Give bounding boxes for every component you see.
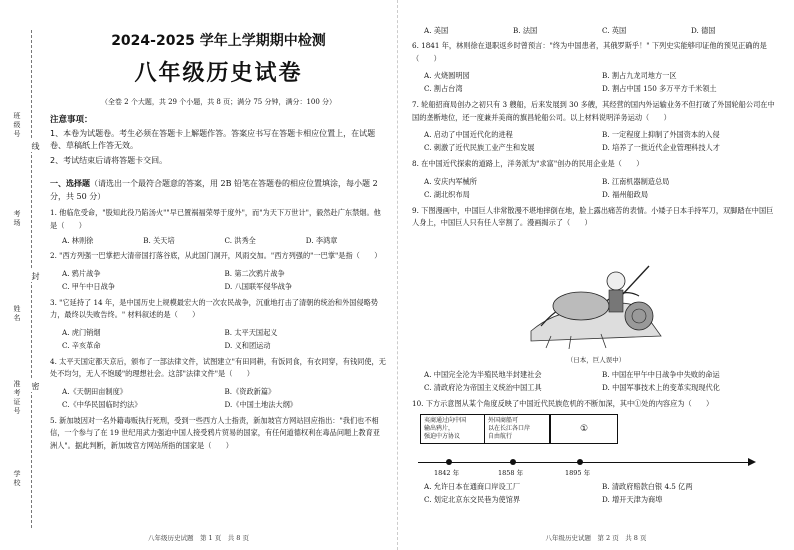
section-desc: （请选出一个最符合题意的答案，用 2B 铅笔在答题卷的相应位置填涂，每小题 2 分，共 50 分） — [50, 179, 378, 201]
question-options — [62, 236, 387, 246]
option: D. 培养了一批近代企业管理科技人才 — [602, 143, 720, 152]
q10-options — [424, 480, 780, 506]
timeline-diagram — [412, 414, 780, 476]
question-stem: 9. 下图漫画中，中国巨人非常散漫不堪地摔倒在地，脸上露出痛苦的表情。小矮子日本手持军刀，双脚踏在中国巨人身上，中国巨人只有任人宰割了。漫画揭示了（ ） — [412, 205, 774, 227]
option: B. 第二次鸦片战争 — [224, 268, 285, 278]
option: D. 福州船政局 — [602, 189, 649, 199]
section-header — [50, 177, 387, 203]
seal-seal: 封 — [31, 272, 40, 280]
option: B. 中国在甲午中日战争中失败的命运 — [602, 369, 720, 379]
exam-page-2 — [397, 0, 794, 550]
cartoon-illustration — [521, 236, 671, 354]
option: A. 美国 — [424, 26, 449, 35]
question-options — [62, 267, 387, 293]
option: C. 甲午中日战争 — [62, 281, 115, 291]
question-stem: 1. 他临危受命，"股知此役乃陷汤火""早已置祸福荣辱于度外"，而"为天下万世计"，毅然赴广东禁烟。他是（ ） — [50, 208, 381, 230]
note-2: 2、考试结束后请将答题卡交回。 — [50, 156, 168, 165]
option: C. 割占台湾 — [424, 84, 463, 93]
option: A. 虎门销烟 — [62, 327, 101, 337]
option: B. 太平天国起义 — [224, 327, 278, 337]
exam-notes — [50, 113, 387, 167]
timeline-dot — [510, 459, 516, 465]
timeline-box-1842: 夷商通过向中国 输出鸦片， 强迫中方协议 — [420, 414, 486, 444]
cartoon-caption: （日本，巨人误中） — [566, 355, 626, 364]
q5-options — [424, 26, 780, 36]
page2-questions — [412, 40, 780, 394]
option: B. 割占九龙司地方一区 — [602, 71, 677, 80]
option: D. 增开天津为商埠 — [602, 495, 663, 504]
option: B. 清政府赔款白银 4.5 亿两 — [602, 482, 693, 491]
option: A. 启动了中国近代化的进程 — [424, 130, 513, 139]
timeline-year: 1842 年 — [434, 469, 460, 477]
timeline-year: 1895 年 — [565, 469, 591, 477]
option: A. 中国完全沦为半殖民地半封建社会 — [424, 369, 542, 379]
exam-info: （全卷 2 个大题，共 29 个小题，共 8 页；满分 75 分钟，满分：100 分） — [100, 98, 337, 106]
option: B. 江南机器制造总局 — [602, 176, 670, 186]
option: A.《天朝田亩制度》 — [62, 386, 127, 396]
page2-footer: 八年级历史试题 第 2 页 共 8 页 — [545, 534, 647, 542]
option: D. 八国联军侵华战争 — [224, 281, 293, 291]
option: A. 火烧圆明园 — [424, 71, 470, 80]
option: B. 关天培 — [143, 236, 175, 245]
label-id: 准考证号 — [13, 380, 21, 416]
question-stem: 5. 新加坡因对一名外籍毒贩执行死刑，受到一些西方人士指责，新加坡官方网站回应指出："我们也不相信，一个参与了在 19 世纪用武力强迫中国人接受鸦片贸易的国家，有任何道德权利在毒品问题上教育亚洲人"。据此判断，新加坡官方网站所指的国家是（ ） — [50, 415, 380, 450]
option: A. 允许日本在通商口岸设工厂 — [424, 482, 521, 491]
question-stem: 6. 1841 年，林则徐在退职返乡时曾预言："终为中国患者，其俄罗斯乎！" 下列史实能够印证他的预见正确的是（ ） — [412, 41, 767, 63]
option: B. 一定程度上抑制了外国资本的入侵 — [602, 130, 720, 139]
option: D. 中国军事技术上的变革实现现代化 — [602, 382, 720, 392]
seal-line: 线 — [31, 142, 40, 150]
question-stem: 2. "西方列强一巴掌把大清帝国打落谷底，从此国门洞开，风雨交加。"西方列强的"一巴掌"是指（ ） — [50, 251, 382, 260]
page1-questions — [50, 207, 387, 452]
page1-footer: 八年级历史试题 第 1 页 共 8 页 — [147, 534, 250, 542]
option: D. 德国 — [691, 26, 716, 35]
note-1: 1、本卷为试题卷。考生必须在答题卡上解题作答。答案应书写在答题卡相应位置上，在试题卷、草稿纸上作答无效。 — [50, 129, 376, 150]
exam-main-title: 八年级历史试卷 — [134, 61, 303, 86]
option: C. 辛亥革命 — [62, 340, 101, 350]
binding-strip — [0, 0, 42, 550]
timeline-dot — [446, 459, 452, 465]
option: C. 划定北京东交民巷为使馆界 — [424, 495, 521, 504]
exam-term-title: 2024-2025 学年上学期期中检测 — [111, 33, 326, 49]
question-10: 10. 下方示意图从某个角度反映了中国近代民族危机的不断加深，其中①处的内容应为（ ） — [412, 398, 714, 408]
option: A. 林则徐 — [62, 236, 94, 245]
timeline-box-1895: ① — [550, 414, 618, 444]
option: C. 湖北织布局 — [424, 189, 470, 199]
question-stem: 7. 轮船招商局创办之初只有 3 艘船，后来发展到 30 多艘，其经营的国内外运输业务不但打破了外国轮船公司在中国的垄断地位，还一度兼并美商的旗昌轮船公司。以上材料说明洋务运动（ ） — [412, 100, 775, 122]
question-stem: 3. "它延持了 14 年，是中国历史上规模最宏大的一次农民战争，沉重地打击了清朝的统治和外国侵略势力，最终以失败告终。" 材料叙述的是（ ） — [50, 297, 379, 319]
question-stem: 4. 太平天国定都天京后，颁布了一部法律文件，试图建立"有田同耕，有饭同食，有衣同穿，有钱同使，无处不均匀，无人不饱暖"的理想社会。这部"法律文件"是（ ） — [50, 356, 386, 378]
option: A. 鸦片战争 — [62, 268, 101, 278]
option: D. 割占中国 150 多万平方千米领土 — [602, 84, 717, 93]
timeline-arrow-icon — [748, 458, 756, 466]
timeline-axis — [418, 462, 750, 463]
option: A. 安庆内军械所 — [424, 176, 477, 186]
timeline-year: 1858 年 — [498, 469, 524, 477]
option: C. 英国 — [602, 26, 627, 35]
label-name: 姓名 — [13, 305, 21, 323]
option: C. 洪秀全 — [224, 236, 256, 245]
timeline-box-1858: 外国商船可 以在长江各口岸 自由航行 — [484, 414, 550, 444]
question-options — [424, 69, 780, 95]
question-options — [62, 326, 387, 352]
timeline-dot — [577, 459, 583, 465]
q9-options-slot — [412, 368, 780, 394]
seal-secret: 密 — [31, 382, 40, 390]
option: B.《资政新篇》 — [224, 386, 276, 396]
option: D. 义和团运动 — [224, 340, 271, 350]
label-class: 班级号 — [13, 112, 21, 139]
question-options — [62, 385, 387, 411]
page1-content — [50, 30, 387, 452]
page2-content — [412, 22, 780, 508]
label-school: 学校 — [13, 470, 21, 488]
question-options — [424, 368, 780, 394]
label-room: 考场 — [13, 210, 21, 228]
option: C. 清政府沦为帝国主义统治中国工具 — [424, 382, 542, 392]
option: D.《中国土地法大纲》 — [224, 399, 297, 409]
option: B. 法国 — [513, 26, 538, 35]
question-options — [424, 175, 780, 201]
option: D. 李鸿章 — [305, 236, 338, 245]
notes-title: 注意事项： — [50, 115, 93, 125]
section-title: 一、选择题 — [50, 179, 90, 188]
option: C.《中华民国临时约法》 — [62, 399, 142, 409]
question-stem: 8. 在中国近代探索的道路上，洋务派为"求富"创办的民用企业是（ ） — [412, 159, 644, 168]
option: C. 刺激了近代民族工业产生和发展 — [424, 143, 535, 152]
question-options — [424, 128, 780, 154]
